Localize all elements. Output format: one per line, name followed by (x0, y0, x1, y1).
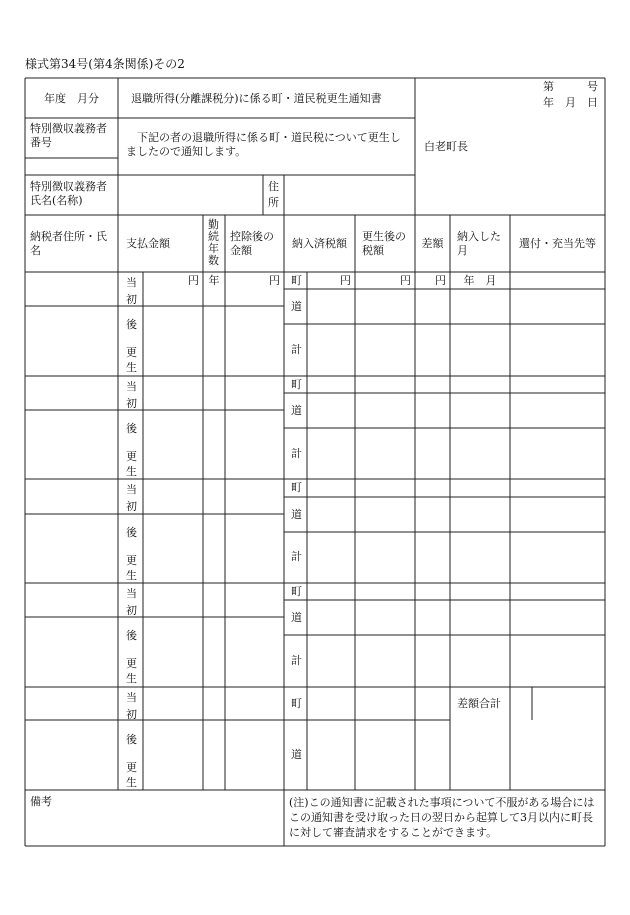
label-town: 町 (291, 585, 302, 598)
unit-yen: 円 (188, 274, 199, 287)
label-total: 計 (291, 343, 302, 356)
label-town: 町 (291, 697, 302, 710)
label-prefecture: 道 (291, 748, 302, 761)
label-initial: 当初 (126, 380, 137, 410)
label-corrected: 更生 (126, 450, 137, 478)
label-corrected: 後 (126, 526, 137, 539)
withholder-number-label: 特別徴収義務者番号 (30, 122, 107, 149)
year-month-label: 年度 月分 (44, 92, 99, 105)
label-corrected: 更生 (126, 554, 137, 582)
notice-text: 下記の者の退職所得に係る町・道民税について更生しましたので通知します。 (126, 131, 401, 158)
label-initial: 当初 (126, 587, 137, 617)
label-total: 計 (291, 654, 302, 667)
label-prefecture: 道 (291, 508, 302, 521)
column-tax-after-correction: 更生後の税額 (362, 230, 406, 257)
label-prefecture: 道 (291, 404, 302, 417)
label-initial: 当初 (126, 691, 137, 721)
appeal-note: (注)この通知書に記載された事項について不服がある場合にはこの通知書を受け取った日の翌日から起算して3月以内に町長に対して審査請求をすることができます。 (289, 796, 595, 839)
withholder-name-label: 特別徴収義務者氏名(名称) (30, 180, 107, 207)
column-taxpayer: 納税者住所・氏名 (30, 230, 107, 257)
column-refund: 還付・充当先等 (519, 237, 596, 250)
label-total: 計 (291, 447, 302, 460)
unit-yen: 円 (400, 274, 411, 287)
label-town: 町 (291, 378, 302, 391)
unit-yen: 円 (269, 274, 280, 287)
column-payment: 支払金額 (126, 237, 170, 250)
unit-year-month: 年 月 (463, 274, 497, 287)
column-after-deduction: 控除後の金額 (230, 230, 274, 257)
label-initial: 当初 (126, 483, 137, 513)
label-corrected: 後 (126, 318, 137, 331)
remarks-label: 備考 (30, 795, 52, 808)
difference-total-label: 差額合計 (457, 697, 501, 710)
document-number-label: 第 号 (543, 80, 598, 93)
label-corrected: 後 (126, 629, 137, 642)
label-corrected: 後 (126, 733, 137, 746)
column-years: 勤続年数 (208, 218, 219, 267)
label-prefecture: 道 (291, 611, 302, 624)
column-payment-month: 納入した月 (457, 230, 501, 257)
label-corrected: 更生 (126, 657, 137, 685)
notice-title: 退職所得(分離課税分)に係る町・道民税更生通知書 (131, 92, 382, 105)
unit-year: 年 (208, 274, 220, 287)
label-initial: 当初 (126, 276, 137, 306)
form-number: 様式第34号(第4条関係)その2 (25, 57, 185, 71)
label-corrected: 更生 (126, 346, 137, 374)
column-difference: 差額 (421, 237, 444, 250)
label-town: 町 (291, 481, 302, 494)
issuer-name: 白老町長 (424, 140, 468, 153)
label-town: 町 (291, 274, 302, 287)
unit-yen: 円 (340, 274, 351, 287)
label-prefecture: 道 (291, 300, 302, 313)
label-corrected: 後 (126, 422, 137, 435)
label-total: 計 (291, 550, 302, 563)
address-label: 住所 (268, 180, 279, 209)
document-date-label: 年 月 日 (543, 96, 598, 109)
column-tax-paid: 納入済税額 (292, 237, 347, 250)
unit-yen: 円 (435, 274, 446, 287)
label-corrected: 更生 (126, 761, 137, 789)
